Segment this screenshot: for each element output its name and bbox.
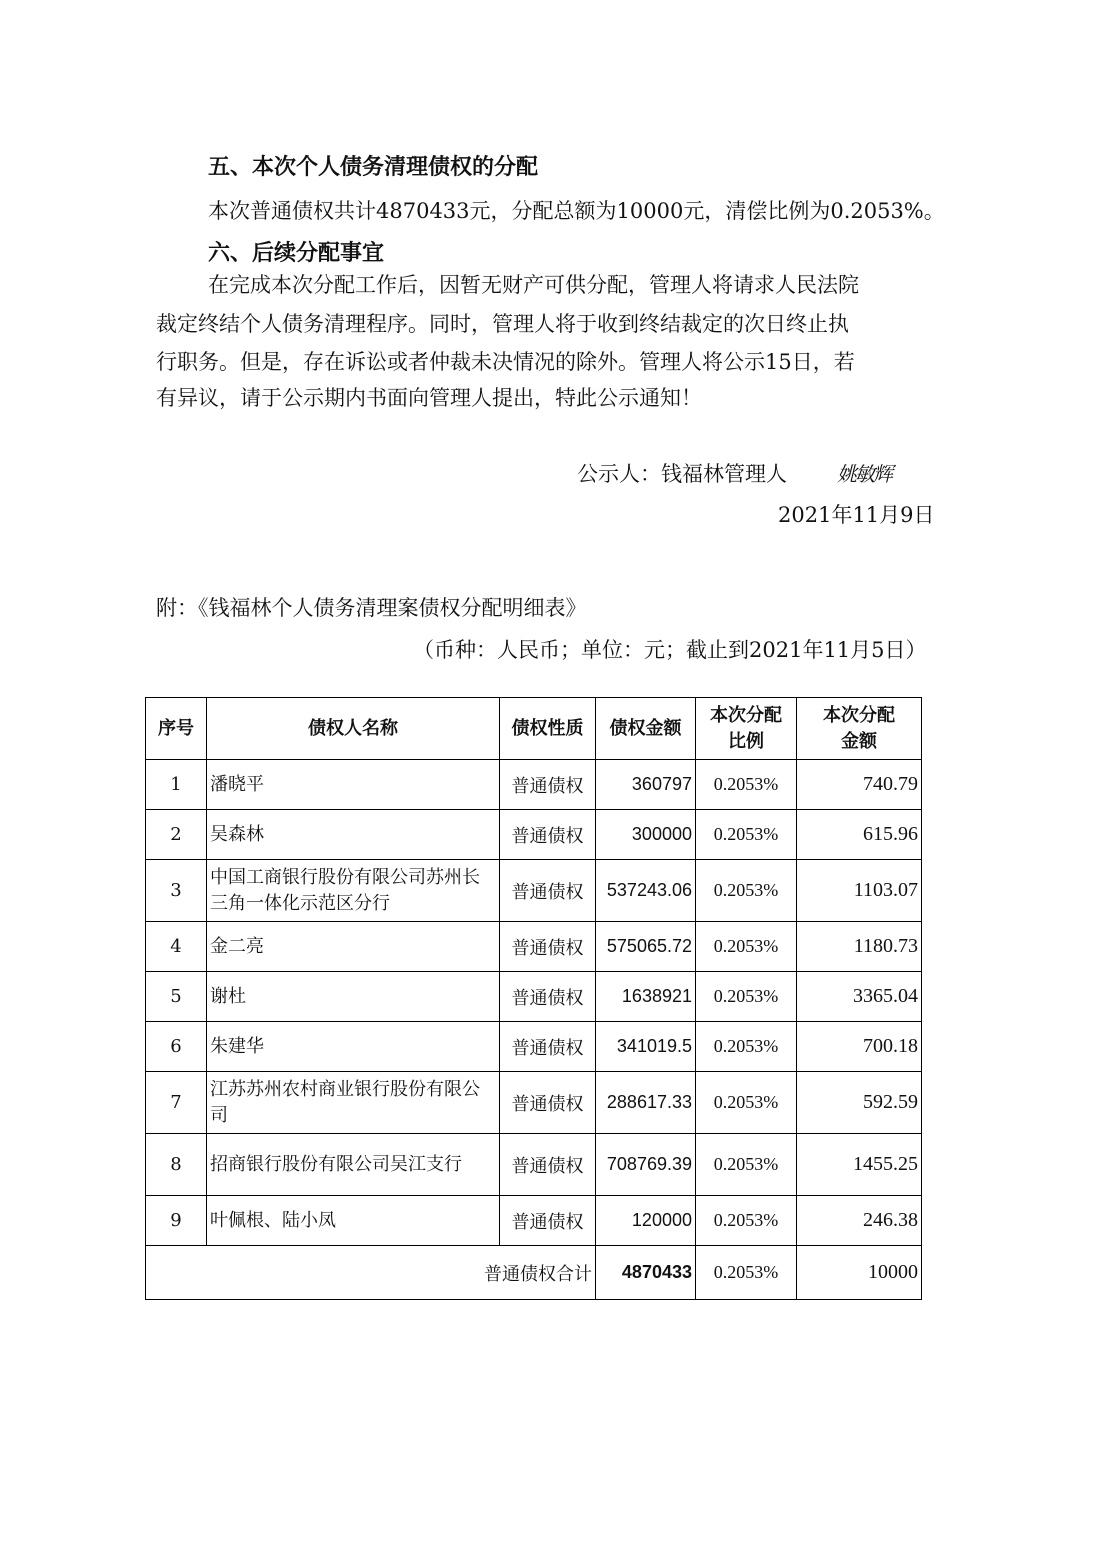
row-ratio: 0.2053% bbox=[696, 1134, 797, 1196]
table-row bbox=[146, 972, 922, 1022]
row-dist: 740.79 bbox=[797, 760, 922, 810]
row-no: 2 bbox=[146, 810, 207, 860]
row-amount: 575065.72 bbox=[596, 922, 696, 972]
row-name: 招商银行股份有限公司吴江支行 bbox=[207, 1134, 500, 1196]
signature-date: 2021年11月9日 bbox=[778, 503, 935, 527]
table-row bbox=[146, 922, 922, 972]
header-ratio bbox=[696, 698, 797, 760]
row-nature: 普通债权 bbox=[500, 1022, 596, 1072]
row-nature: 普通债权 bbox=[500, 760, 596, 810]
table-row bbox=[146, 810, 922, 860]
row-amount: 1638921 bbox=[596, 972, 696, 1022]
row-amount: 120000 bbox=[596, 1196, 696, 1246]
row-nature: 普通债权 bbox=[500, 1134, 596, 1196]
signature-label: 公示人：钱福林管理人 bbox=[577, 462, 787, 486]
row-no: 4 bbox=[146, 922, 207, 972]
row-name: 吴森林 bbox=[207, 810, 500, 860]
section-6-line-1: 在完成本次分配工作后，因暂无财产可供分配，管理人将请求人民法院 bbox=[208, 273, 859, 297]
header-ratio-line-2: 比例 bbox=[728, 730, 764, 752]
row-dist: 700.18 bbox=[797, 1022, 922, 1072]
header-dist-line-1: 本次分配 bbox=[823, 704, 895, 726]
row-amount: 708769.39 bbox=[596, 1134, 696, 1196]
section-6-line-4: 有异议，请于公示期内书面向管理人提出，特此公示通知！ bbox=[156, 386, 702, 410]
header-dist-line-2: 金额 bbox=[841, 730, 877, 752]
row-ratio: 0.2053% bbox=[696, 860, 797, 922]
row-no: 8 bbox=[146, 1134, 207, 1196]
row-no: 7 bbox=[146, 1072, 207, 1134]
table-row bbox=[146, 1134, 922, 1196]
row-dist: 1455.25 bbox=[797, 1134, 922, 1196]
row-ratio: 0.2053% bbox=[696, 1196, 797, 1246]
row-nature: 普通债权 bbox=[500, 1072, 596, 1134]
row-name: 江苏苏州农村商业银行股份有限公司 bbox=[207, 1072, 500, 1134]
row-name: 谢杜 bbox=[207, 972, 500, 1022]
handwritten-signature: 姚敏辉 bbox=[837, 462, 891, 486]
section-6-heading: 六、后续分配事宜 bbox=[208, 241, 385, 266]
row-dist: 3365.04 bbox=[797, 972, 922, 1022]
header-no: 序号 bbox=[146, 698, 207, 760]
header-ratio-line-1: 本次分配 bbox=[710, 704, 782, 726]
row-amount: 360797 bbox=[596, 760, 696, 810]
row-name: 中国工商银行股份有限公司苏州长三角一体化示范区分行 bbox=[207, 860, 500, 922]
row-nature: 普通债权 bbox=[500, 810, 596, 860]
distribution-table bbox=[145, 697, 922, 1300]
row-dist: 615.96 bbox=[797, 810, 922, 860]
row-name: 金二亮 bbox=[207, 922, 500, 972]
row-dist: 1103.07 bbox=[797, 860, 922, 922]
row-no: 6 bbox=[146, 1022, 207, 1072]
row-dist: 1180.73 bbox=[797, 922, 922, 972]
total-amount: 4870433 bbox=[596, 1246, 696, 1300]
row-amount: 341019.5 bbox=[596, 1022, 696, 1072]
row-name: 叶佩根、陆小凤 bbox=[207, 1196, 500, 1246]
header-name: 债权人名称 bbox=[207, 698, 500, 760]
header-nature: 债权性质 bbox=[500, 698, 596, 760]
table-row bbox=[146, 1072, 922, 1134]
row-dist: 592.59 bbox=[797, 1072, 922, 1134]
header-dist bbox=[797, 698, 922, 760]
table-row bbox=[146, 1022, 922, 1072]
row-nature: 普通债权 bbox=[500, 1196, 596, 1246]
row-ratio: 0.2053% bbox=[696, 1072, 797, 1134]
section-6-line-2: 裁定终结个人债务清理程序。同时，管理人将于收到终结裁定的次日终止执 bbox=[156, 312, 849, 336]
total-ratio: 0.2053% bbox=[696, 1246, 797, 1300]
row-nature: 普通债权 bbox=[500, 860, 596, 922]
total-label: 普通债权合计 bbox=[146, 1246, 596, 1300]
header-amount: 债权金额 bbox=[596, 698, 696, 760]
row-no: 1 bbox=[146, 760, 207, 810]
table-row bbox=[146, 760, 922, 810]
section-6-line-3: 行职务。但是，存在诉讼或者仲裁未决情况的除外。管理人将公示15日，若 bbox=[156, 350, 855, 374]
appendix-title: 附：《钱福林个人债务清理案债权分配明细表》 bbox=[156, 596, 587, 620]
row-amount: 537243.06 bbox=[596, 860, 696, 922]
row-no: 5 bbox=[146, 972, 207, 1022]
row-ratio: 0.2053% bbox=[696, 922, 797, 972]
appendix-note: （币种：人民币；单位：元；截止到2021年11月5日） bbox=[413, 638, 927, 662]
row-ratio: 0.2053% bbox=[696, 972, 797, 1022]
section-5-heading: 五、本次个人债务清理债权的分配 bbox=[208, 155, 539, 180]
total-row bbox=[146, 1246, 922, 1300]
row-name: 朱建华 bbox=[207, 1022, 500, 1072]
table-row bbox=[146, 1196, 922, 1246]
row-amount: 300000 bbox=[596, 810, 696, 860]
row-dist: 246.38 bbox=[797, 1196, 922, 1246]
row-nature: 普通债权 bbox=[500, 972, 596, 1022]
row-ratio: 0.2053% bbox=[696, 760, 797, 810]
row-nature: 普通债权 bbox=[500, 922, 596, 972]
row-name: 潘晓平 bbox=[207, 760, 500, 810]
row-ratio: 0.2053% bbox=[696, 810, 797, 860]
row-amount: 288617.33 bbox=[596, 1072, 696, 1134]
section-5-text: 本次普通债权共计4870433元，分配总额为10000元，清偿比例为0.2053%。 bbox=[208, 199, 945, 223]
total-dist: 10000 bbox=[797, 1246, 922, 1300]
row-no: 3 bbox=[146, 860, 207, 922]
table-row bbox=[146, 860, 922, 922]
row-no: 9 bbox=[146, 1196, 207, 1246]
row-ratio: 0.2053% bbox=[696, 1022, 797, 1072]
